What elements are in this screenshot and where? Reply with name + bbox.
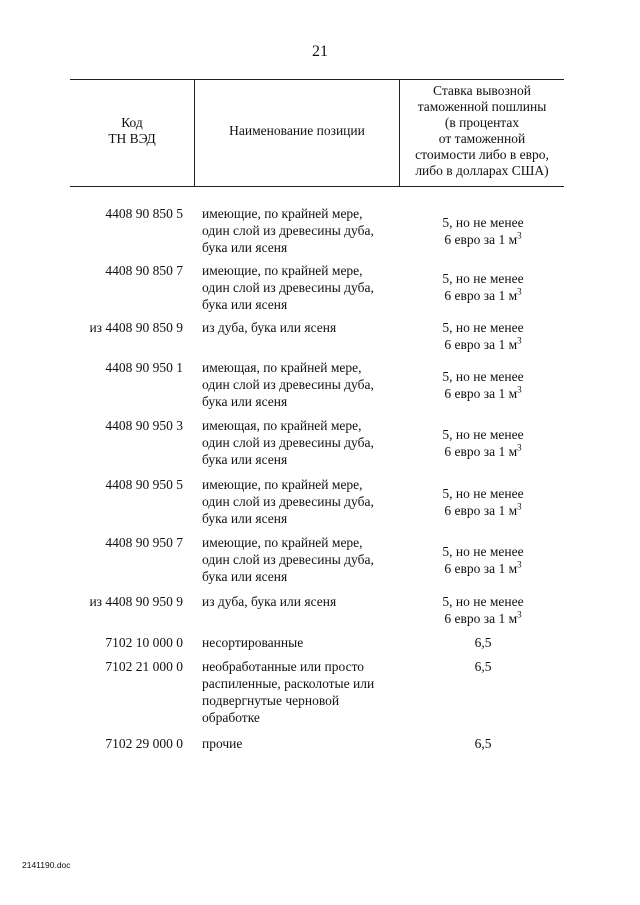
table-row-rate: 5, но не менее 6 евро за 1 $м^3$ xyxy=(442,486,524,518)
table-row-name: имеющая, по крайней мере, один слой из древесины дуба, бука или ясеня xyxy=(202,418,374,467)
table-row-rate: 6,5 xyxy=(474,635,492,650)
page-number: 21 xyxy=(312,43,328,60)
table-row-rate: 5, но не менее 6 евро за 1 $м^3$ xyxy=(442,215,524,247)
table-row-name: прочие xyxy=(202,736,243,751)
table-row-code: 7102 21 000 0 xyxy=(105,659,183,674)
table-row-code: 4408 90 850 5 xyxy=(105,206,183,221)
table-row-code: 7102 29 000 0 xyxy=(105,736,183,751)
table-row-code: 4408 90 950 7 xyxy=(105,535,183,550)
table-row-rate: 6,5 xyxy=(474,736,492,751)
table-row-name: из дуба, бука или ясеня xyxy=(202,320,337,335)
table-row-name: из дуба, бука или ясеня xyxy=(202,594,337,609)
table-row-rate: 5, но не менее 6 евро за 1 $м^3$ xyxy=(442,369,524,401)
table-row-name: необработанные или просто распиленные, расколотые или подвергнутые черновой обработке xyxy=(202,659,375,725)
table-row-rate: 6,5 xyxy=(474,659,492,674)
table-row-rate: 5, но не менее 6 евро за 1 $м^3$ xyxy=(442,320,524,352)
table-row-name: имеющие, по крайней мере, один слой из древесины дуба, бука или ясеня xyxy=(202,535,374,584)
footer-filename: 2141190.doc xyxy=(22,860,71,870)
table-row-rate: 5, но не менее 6 евро за 1 $м^3$ xyxy=(442,544,524,576)
table-row-code: 4408 90 950 1 xyxy=(105,360,183,375)
table-row-rate: 5, но не менее 6 евро за 1 $м^3$ xyxy=(442,271,524,303)
table-row-name: имеющие, по крайней мере, один слой из древесины дуба, бука или ясеня xyxy=(202,263,374,312)
table-row-name: имеющая, по крайней мере, один слой из древесины дуба, бука или ясеня xyxy=(202,360,374,409)
header-top-rule xyxy=(70,79,564,80)
table-row-rate: 5, но не менее 6 евро за 1 $м^3$ xyxy=(442,594,524,626)
table-row-code: из 4408 90 850 9 xyxy=(89,320,183,335)
header-rate: Ставка вывозной таможенной пошлины (в процентах от таможенной стоимости либо в евро, либо в долларах США) xyxy=(415,83,549,178)
table-row-name: имеющие, по крайней мере, один слой из древесины дуба, бука или ясеня xyxy=(202,477,374,526)
table-row-name: имеющие, по крайней мере, один слой из древесины дуба, бука или ясеня xyxy=(202,206,374,255)
table-row-code: из 4408 90 950 9 xyxy=(89,594,183,609)
table-row-code: 7102 10 000 0 xyxy=(105,635,183,650)
table-row-code: 4408 90 850 7 xyxy=(105,263,183,278)
header-code: Код ТН ВЭД xyxy=(108,115,156,146)
header-name: Наименование позиции xyxy=(229,123,365,138)
table-row-rate: 5, но не менее 6 евро за 1 $м^3$ xyxy=(442,427,524,459)
table-row-code: 4408 90 950 3 xyxy=(105,418,183,433)
table-row-code: 4408 90 950 5 xyxy=(105,477,183,492)
table-row-name: несортированные xyxy=(202,635,304,650)
header-bottom-rule xyxy=(70,186,564,187)
